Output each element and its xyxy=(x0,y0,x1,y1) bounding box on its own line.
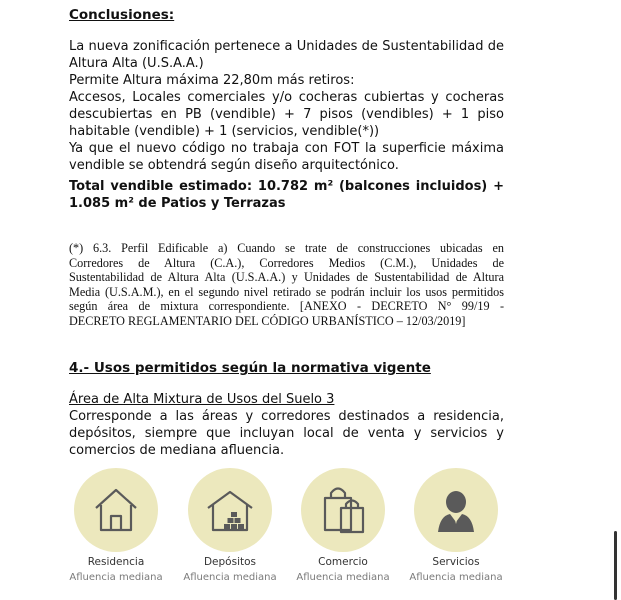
section4-line: comercios de mediana afluencia. xyxy=(69,443,285,458)
use-circle xyxy=(188,468,272,552)
conclusions-line: habitable (vendible) + 1 (servicios, vendible(*)) xyxy=(69,124,380,139)
use-circle xyxy=(74,468,158,552)
section4-subheading xyxy=(69,391,504,408)
conclusions-line: Ya que el nuevo código no trabaja con FOT la superficie máxima xyxy=(69,141,504,156)
footnote-line: según área de mixtura correspondiente. [ANEXO - DECRETO N° 99/19 - xyxy=(69,299,504,314)
total-sellable xyxy=(69,178,504,212)
conclusions-line: descubiertas en PB (vendible) + 7 pisos (vendibles) + 1 piso xyxy=(69,107,504,122)
use-comercio xyxy=(288,468,398,584)
use-servicios xyxy=(401,468,511,584)
house-icon xyxy=(74,468,158,552)
conclusions-body xyxy=(69,38,504,174)
use-label: Depósitos xyxy=(203,556,257,568)
conclusions-line: vendible se obtendrá según diseño arquitectónico. xyxy=(69,158,399,173)
section4-body xyxy=(69,408,504,459)
area-title: Área de Alta Mixtura de Usos del Suelo 3 xyxy=(69,392,335,407)
warehouse-icon xyxy=(188,468,272,552)
conclusions-line: La nueva zonificación pertenece a Unidades de Sustentabilidad de xyxy=(69,39,504,54)
scrollbar[interactable] xyxy=(614,531,617,600)
footnote-line: Corredores de Altura (C.A.), Corredores Medios (C.M.), Unidades de xyxy=(69,255,504,270)
footnote xyxy=(69,241,504,329)
uses-icons-row xyxy=(0,468,621,600)
conclusions-heading: Conclusiones: xyxy=(69,7,175,23)
person-icon xyxy=(414,468,498,552)
section4-line: Corresponde a las áreas y corredores destinados a residencia, xyxy=(69,409,504,424)
use-label: Residencia xyxy=(87,556,145,568)
footnote-line: Media (U.S.A.M.), en el segundo nivel retirado se podrán incluir los usos permitidos xyxy=(69,284,504,299)
footnote-line: (*) 6.3. Perfil Edificable a) Cuando se trate de construcciones ubicadas en xyxy=(69,241,504,255)
conclusions-line: Accesos, Locales comerciales y/o cocheras cubiertas y cocheras xyxy=(69,90,504,105)
conclusions-line: Permite Altura máxima 22,80m más retiros: xyxy=(69,73,355,88)
total-line: 1.085 m² de Patios y Terrazas xyxy=(69,196,286,211)
use-residencia xyxy=(61,468,171,584)
use-label: Comercio xyxy=(318,556,368,568)
section4-line: depósitos, siempre que incluyan local de venta y servicios y xyxy=(69,426,504,441)
use-sub: Afluencia mediana xyxy=(69,572,163,583)
total-line: Total vendible estimado: 10.782 m² (balcones incluidos) + xyxy=(69,179,504,194)
shopping-bags-icon xyxy=(301,468,385,552)
use-label: Servicios xyxy=(432,556,480,568)
use-depositos xyxy=(175,468,285,584)
use-sub: Afluencia mediana xyxy=(183,572,277,583)
use-sub: Afluencia mediana xyxy=(296,572,390,583)
footnote-line: DECRETO REGLAMENTARIO DEL CÓDIGO URBANÍSTICO – 12/03/2019] xyxy=(69,313,466,328)
section4-heading: 4.- Usos permitidos según la normativa vigente xyxy=(69,360,431,376)
use-circle xyxy=(301,468,385,552)
use-circle xyxy=(414,468,498,552)
conclusions-line: Altura Alta (U.S.A.A.) xyxy=(69,56,204,71)
use-sub: Afluencia mediana xyxy=(409,572,503,583)
footnote-line: Sustentabilidad de Altura Alta (U.S.A.A.) y Unidades de Sustentabilidad de Altura xyxy=(69,270,504,285)
